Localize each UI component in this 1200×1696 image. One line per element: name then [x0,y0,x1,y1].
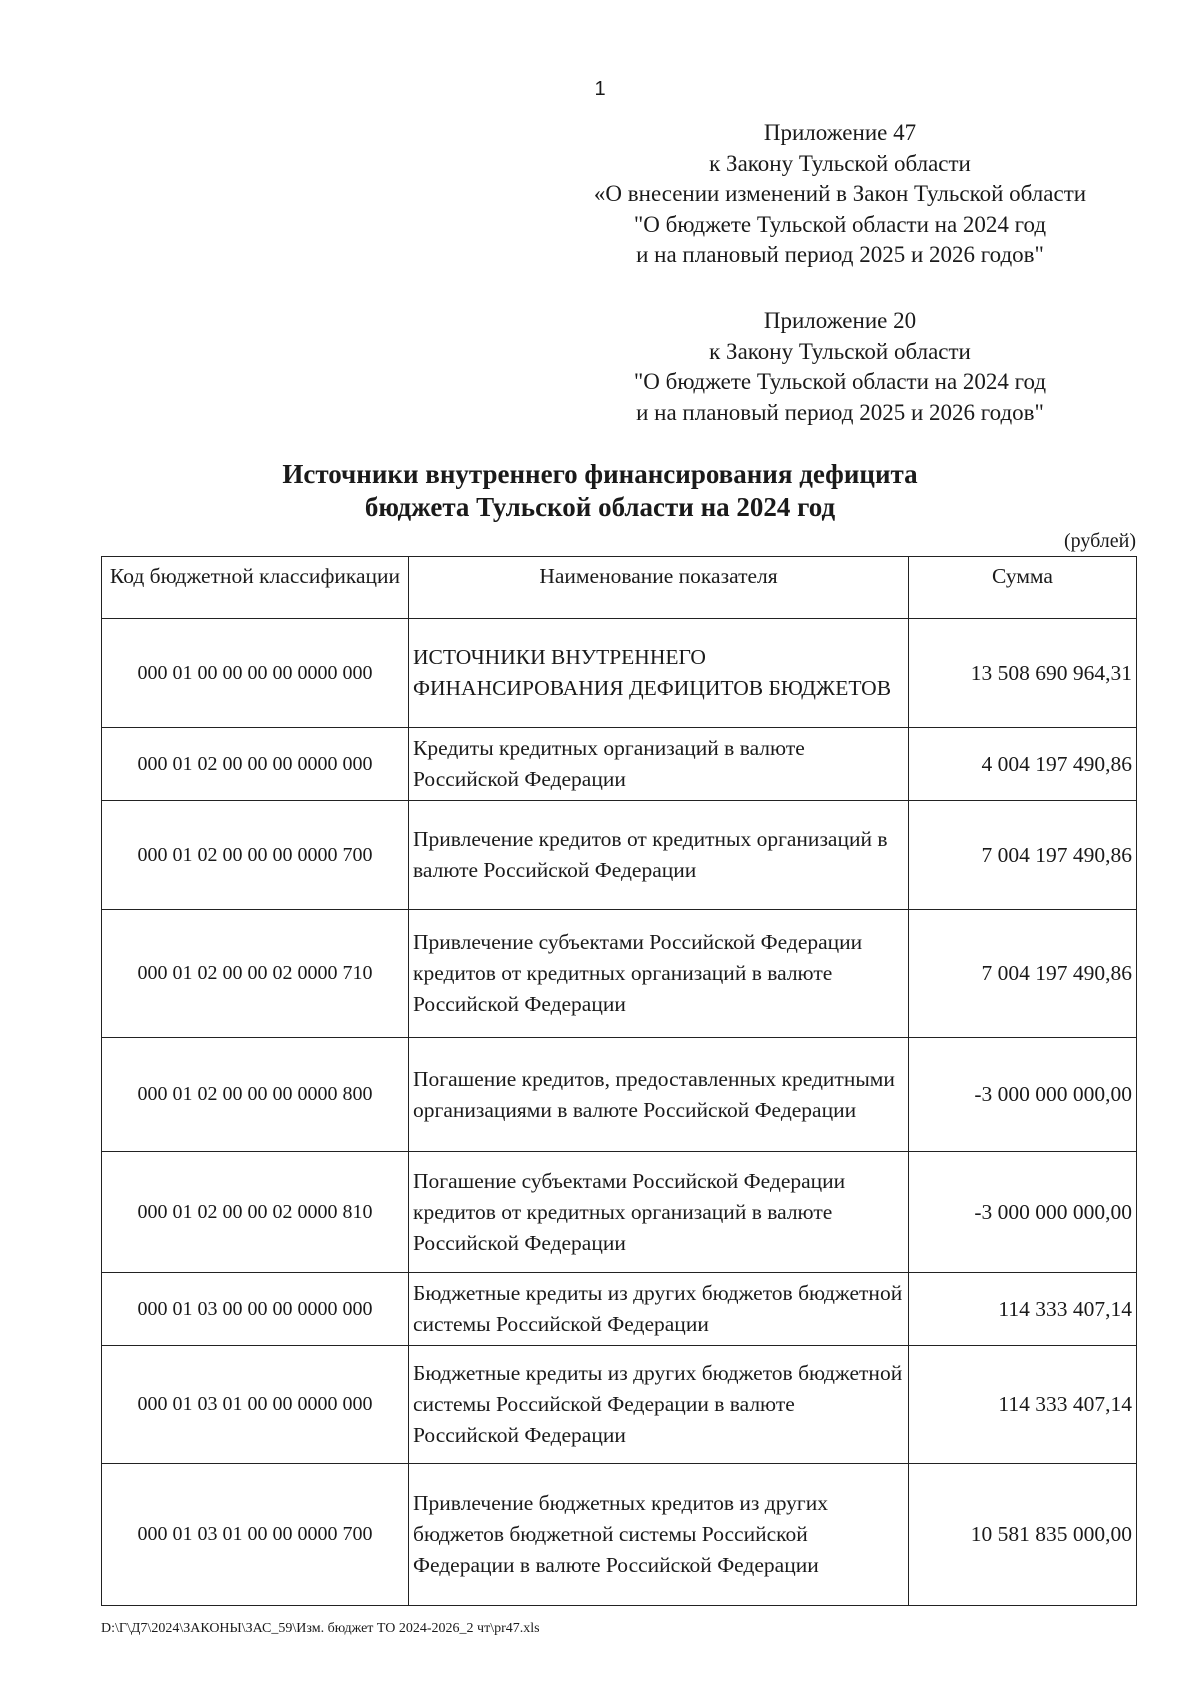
appendix-47-line: и на плановый период 2025 и 2026 годов" [636,242,1044,267]
row-amount: 7 004 197 490,86 [909,910,1137,1038]
file-path-footer: D:\Г\Д7\2024\ЗАКОНЫ\ЗАС_59\Изм. бюджет ТО 2024-2026_2 чт\pr47.xls [101,1621,540,1636]
row-code: 000 01 00 00 00 00 0000 000 [102,619,409,728]
table-row [102,619,1137,728]
row-code: 000 01 02 00 00 00 0000 000 [102,728,409,801]
appendix-20-line: к Закону Тульской области [709,338,971,364]
row-name: Привлечение субъектами Российской Федерации кредитов от кредитных организаций в валюте Российской Федерации [409,910,909,1038]
page-number: 1 [594,78,606,100]
header-name: Наименование показателя [409,557,909,619]
document-title [200,458,1000,524]
row-name: Погашение кредитов, предоставленных кредитными организациями в валюте Российской Федерации [409,1038,909,1152]
row-code: 000 01 02 00 00 02 0000 810 [102,1152,409,1273]
appendix-47-line: Приложение 47 [763,120,917,145]
row-code: 000 01 03 00 00 00 0000 000 [102,1273,409,1346]
document-title-line: Источники внутреннего финансирования дефицита [282,459,918,489]
appendix-20-line: Приложение 20 [763,308,917,333]
document-title-line: бюджета Тульской области на 2024 год [364,492,836,522]
row-amount: 114 333 407,14 [909,1273,1137,1346]
unit-label: (рублей) [1063,530,1136,552]
table-row [102,1038,1137,1152]
row-name: Кредиты кредитных организаций в валюте Российской Федерации [409,728,909,801]
row-name: Привлечение бюджетных кредитов из других бюджетов бюджетной системы Российской Федерации в валюте Российской Федерации [409,1464,909,1606]
row-amount: 4 004 197 490,86 [909,728,1137,801]
table-row [102,728,1137,801]
table-row [102,910,1137,1038]
table-row [102,1152,1137,1273]
row-code: 000 01 02 00 00 02 0000 710 [102,910,409,1038]
table-row [102,1346,1137,1464]
row-code: 000 01 03 01 00 00 0000 700 [102,1464,409,1606]
financing-sources-table [101,556,1137,1606]
appendix-20-block [540,306,1140,428]
header-amount: Сумма [909,557,1137,619]
row-name: Бюджетные кредиты из других бюджетов бюджетной системы Российской Федерации в валюте Российской Федерации [409,1346,909,1464]
table-row [102,801,1137,910]
row-code: 000 01 02 00 00 00 0000 700 [102,801,409,910]
table-row [102,1464,1137,1606]
row-amount: 13 508 690 964,31 [909,619,1137,728]
row-name: ИСТОЧНИКИ ВНУТРЕННЕГО ФИНАНСИРОВАНИЯ ДЕФИЦИТОВ БЮДЖЕТОВ [409,619,909,728]
appendix-20-line: и на плановый период 2025 и 2026 годов" [636,399,1044,425]
table-header-row [102,557,1137,619]
appendix-47-line: к Закону Тульской области [709,150,971,176]
row-name: Погашение субъектами Российской Федерации кредитов от кредитных организаций в валюте Российской Федерации [409,1152,909,1273]
row-amount: -3 000 000 000,00 [909,1152,1137,1273]
row-amount: 114 333 407,14 [909,1346,1137,1464]
appendix-20-line: "О бюджете Тульской области на 2024 год [633,369,1047,394]
row-code: 000 01 03 01 00 00 0000 000 [102,1346,409,1464]
row-amount: 7 004 197 490,86 [909,801,1137,910]
appendix-47-block [540,118,1140,271]
row-amount: -3 000 000 000,00 [909,1038,1137,1152]
row-name: Бюджетные кредиты из других бюджетов бюджетной системы Российской Федерации [409,1273,909,1346]
header-code: Код бюджетной классификации [102,557,409,619]
row-name: Привлечение кредитов от кредитных организаций в валюте Российской Федерации [409,801,909,910]
appendix-47-line: «О внесении изменений в Закон Тульской области [593,181,1087,206]
row-amount: 10 581 835 000,00 [909,1464,1137,1606]
row-code: 000 01 02 00 00 00 0000 800 [102,1038,409,1152]
table-row [102,1273,1137,1346]
appendix-47-line: "О бюджете Тульской области на 2024 год [633,211,1047,237]
